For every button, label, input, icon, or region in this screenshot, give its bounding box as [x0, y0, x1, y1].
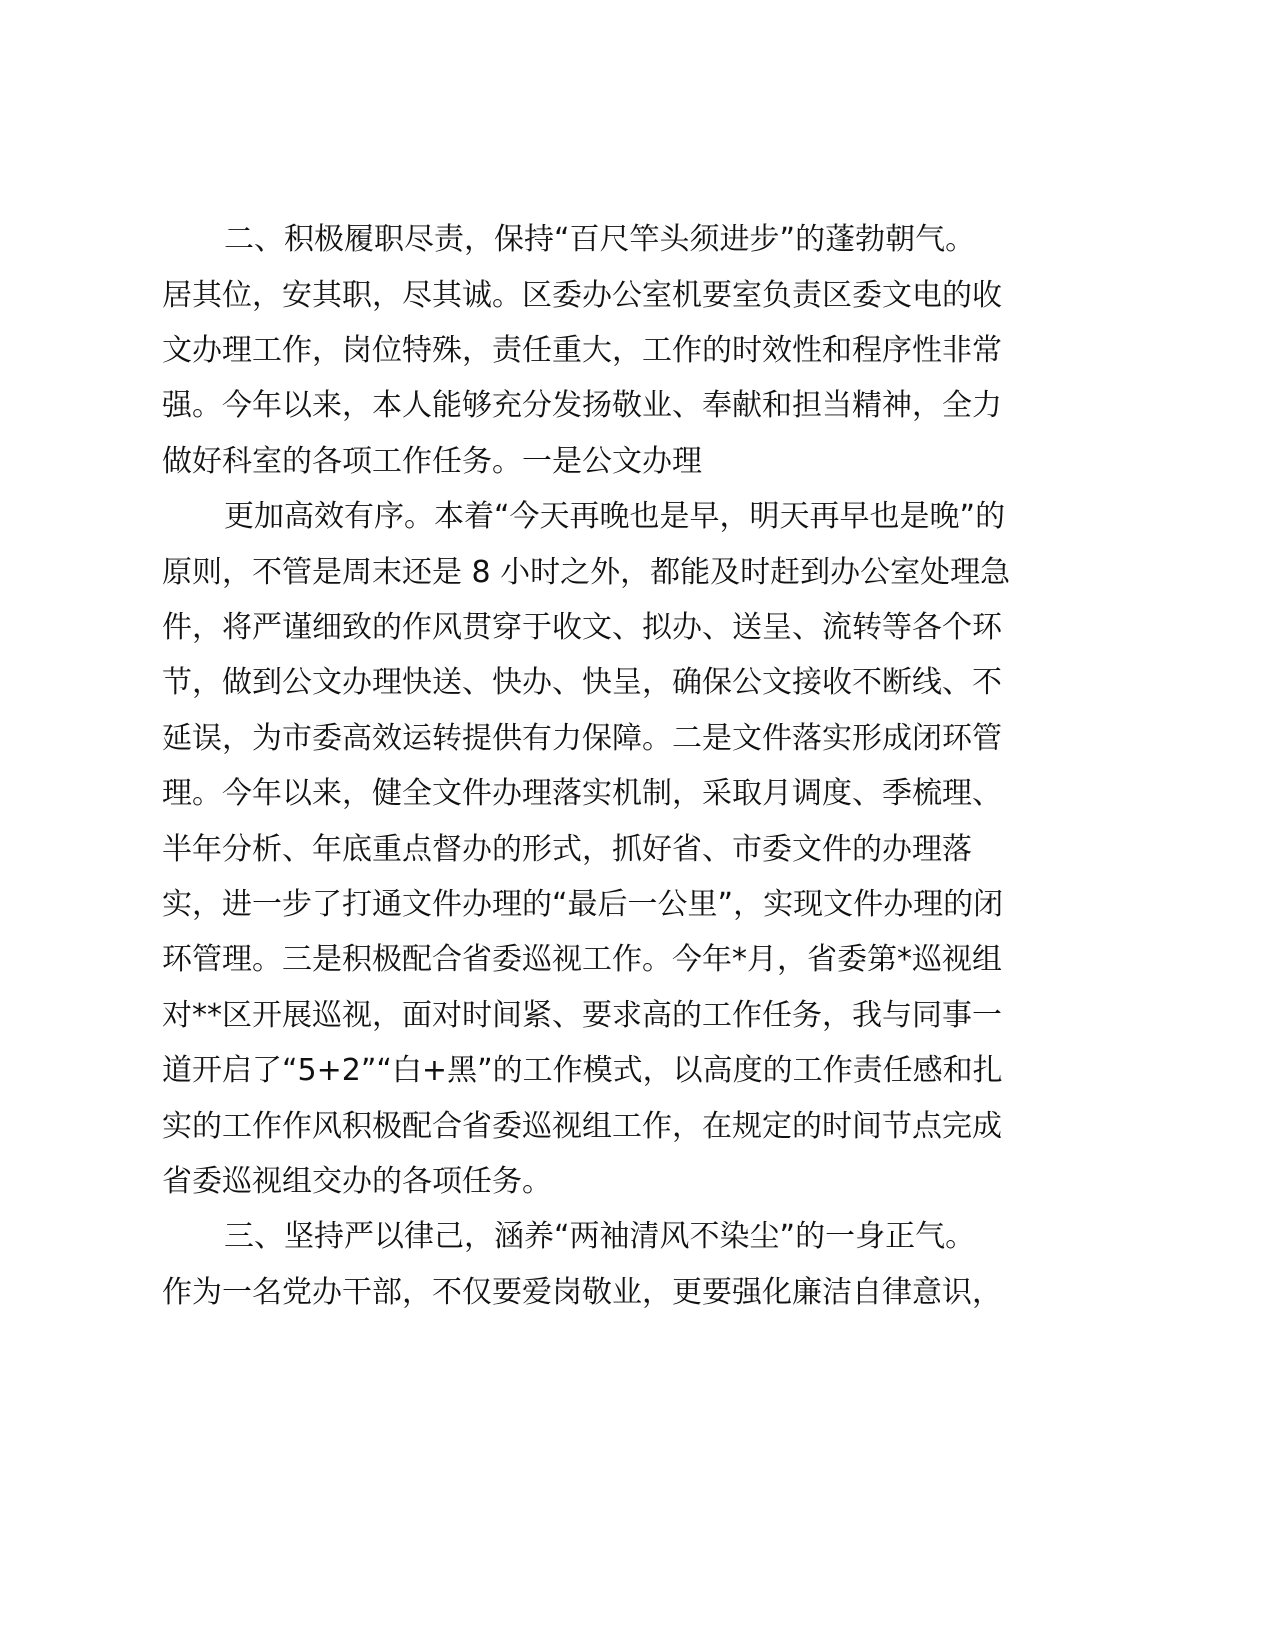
paragraph-3-line: 环管理。三是积极配合省委巡视工作。今年*月，省委第*巡视组	[162, 942, 1002, 977]
paragraph-3-line: 原则，不管是周末还是 8 小时之外，都能及时赶到办公室处理急	[162, 555, 1011, 590]
paragraph-3-line: 延误，为市委高效运转提供有力保障。二是文件落实形成闭环管	[162, 721, 1002, 756]
paragraph-3-line: 理。今年以来，健全文件办理落实机制，采取月调度、季梳理、	[162, 776, 1002, 811]
paragraph-4-line: 作为一名党办干部，不仅要爱岗敬业，更要强化廉洁自律意识，	[162, 1275, 1002, 1310]
paragraph-3-line: 半年分析、年底重点督办的形式，抓好省、市委文件的办理落	[162, 832, 972, 867]
paragraph-3-line: 节，做到公文办理快送、快办、快呈，确保公文接收不断线、不	[162, 665, 1002, 700]
paragraph-2-line: 强。今年以来，本人能够充分发扬敬业、奉献和担当精神，全力	[162, 388, 1002, 423]
paragraph-3-line: 实的工作作风积极配合省委巡视组工作，在规定的时间节点完成	[162, 1109, 1002, 1144]
paragraph-3-line: 件，将严谨细致的作风贯穿于收文、拟办、送呈、流转等各个环	[162, 610, 1002, 645]
paragraph-3-line: 道开启了“5+2”“白+黑”的工作模式，以高度的工作责任感和扎	[162, 1053, 1003, 1088]
paragraph-4-heading-line: 三、坚持严以律己，涵养“两袖清风不染尘”的一身正气。	[224, 1219, 976, 1254]
paragraph-3-line: 对**区开展巡视，面对时间紧、要求高的工作任务，我与同事一	[162, 998, 1002, 1033]
paragraph-2-line: 做好科室的各项工作任务。一是公文办理	[162, 444, 702, 479]
paragraph-2-line: 居其位，安其职，尽其诚。区委办公室机要室负责区委文电的收	[162, 278, 1002, 313]
paragraph-3-line: 省委巡视组交办的各项任务。	[162, 1164, 552, 1199]
paragraph-2-heading-line: 二、积极履职尽责，保持“百尺竿头须进步”的蓬勃朝气。	[224, 222, 976, 257]
paragraph-2-line: 文办理工作，岗位特殊，责任重大，工作的时效性和程序性非常	[162, 333, 1002, 368]
paragraph-3-line: 实，进一步了打通文件办理的“最后一公里”，实现文件办理的闭	[162, 887, 1004, 922]
paragraph-3-first-line: 更加高效有序。本着“今天再晚也是早，明天再早也是晚”的	[224, 499, 1006, 534]
